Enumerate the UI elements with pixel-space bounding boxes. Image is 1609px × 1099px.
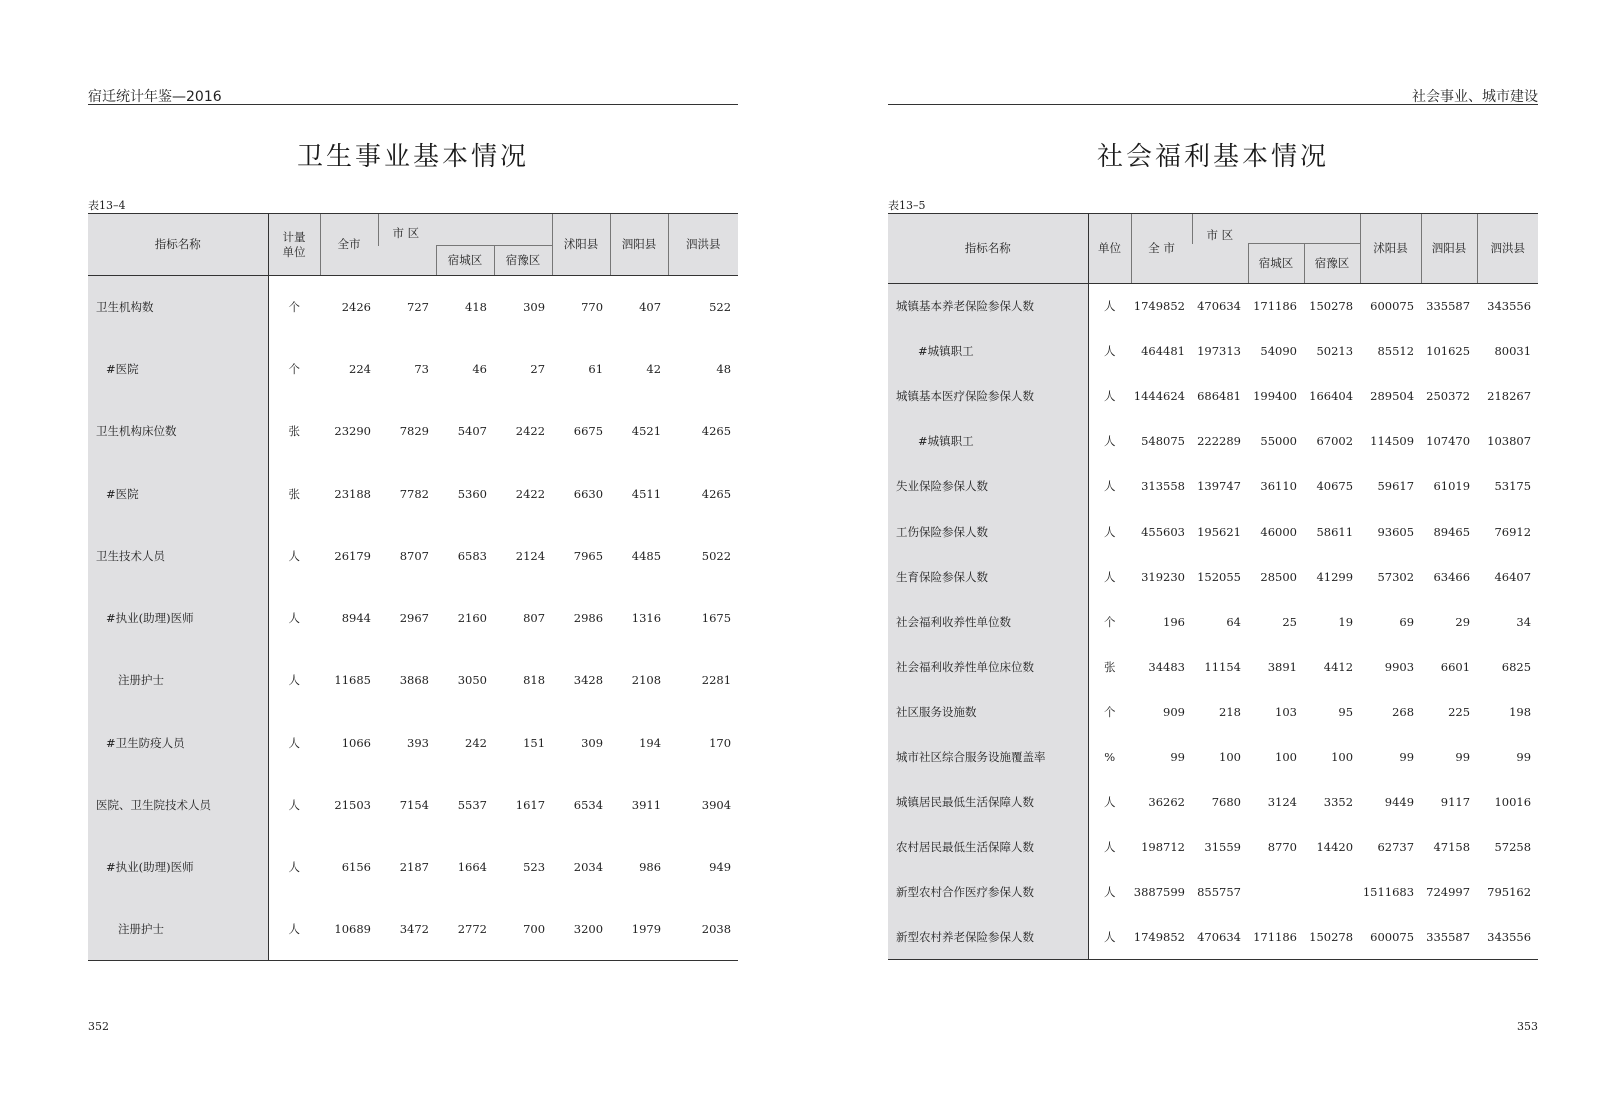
table-cell: 2772 <box>436 898 494 960</box>
table-cell: 100 <box>1331 749 1354 764</box>
table-cell: 4511 <box>631 486 662 501</box>
table-cell: 198712 <box>1141 840 1185 855</box>
table-cell: 218 <box>1219 704 1241 719</box>
header-city-district: 市 区 <box>378 214 552 246</box>
table-row <box>888 374 1538 419</box>
table-cell: 242 <box>465 735 487 750</box>
table-cell: 6156 <box>341 860 371 875</box>
table-cell: 99 <box>1170 749 1185 764</box>
table-cell: 600075 <box>1360 915 1421 960</box>
row-unit: 人 <box>1104 840 1116 855</box>
table-cell: 80031 <box>1494 344 1532 359</box>
table-cell: 548075 <box>1141 434 1185 449</box>
table-cell: 73 <box>414 361 429 376</box>
table-cell: 14420 <box>1316 840 1354 855</box>
table-cell: 949 <box>709 860 732 875</box>
table-cell: 61 <box>588 361 604 376</box>
row-unit: 人 <box>288 673 300 688</box>
table-cell: 470634 <box>1197 299 1241 314</box>
row-unit: 人 <box>1104 524 1116 539</box>
row-unit: % <box>1104 749 1116 764</box>
row-unit: 张 <box>288 424 300 439</box>
table-cell: 6630 <box>573 486 604 501</box>
table-cell: 6534 <box>573 798 604 813</box>
table-cell: 114509 <box>1370 434 1415 449</box>
row-unit: 个 <box>1104 614 1116 629</box>
table-cell: 151 <box>523 735 546 750</box>
row-unit: 人 <box>288 798 300 813</box>
table-cell: 199400 <box>1253 389 1297 404</box>
table-cell: 27 <box>530 361 546 376</box>
table-row <box>888 915 1538 960</box>
table-cell: 100 <box>1275 749 1297 764</box>
page-title: 社会福利基本情况 <box>1096 142 1329 172</box>
table-row <box>888 689 1538 734</box>
row-label: 城镇基本医疗保险参保人数 <box>888 374 1088 419</box>
table-row <box>88 276 738 338</box>
table-cell: 170 <box>709 735 732 750</box>
table-cell: 2422 <box>515 424 546 439</box>
table-cell: 5022 <box>701 548 732 563</box>
table-cell: 11154 <box>1204 659 1241 674</box>
table-cell: 57258 <box>1494 840 1532 855</box>
table-row <box>88 338 738 400</box>
header-county-3: 泗洪县 <box>668 214 738 276</box>
row-label: 注册护士 <box>88 898 268 960</box>
header-sub-district-2: 宿豫区 <box>1304 244 1360 284</box>
table-cell: 218267 <box>1487 389 1532 404</box>
table-cell: 7680 <box>1211 795 1241 810</box>
table-cell: 139747 <box>1197 479 1241 494</box>
table-cell: 335587 <box>1421 915 1477 960</box>
row-unit: 人 <box>1104 389 1116 404</box>
table-cell: 3911 <box>631 798 662 813</box>
table-cell: 103807 <box>1487 434 1532 449</box>
table-cell: 6675 <box>573 424 604 439</box>
table-cell: 5360 <box>457 486 487 501</box>
table-row <box>888 644 1538 689</box>
table-cell: 6601 <box>1440 659 1471 674</box>
table-cell: 34483 <box>1148 659 1185 674</box>
header-unit <box>268 214 320 276</box>
table-cell: 600075 <box>1370 299 1415 314</box>
table-cell: 152055 <box>1197 569 1241 584</box>
header-spacer <box>378 246 436 276</box>
table-cell: 194 <box>639 735 662 750</box>
table-cell: 309 <box>581 735 604 750</box>
table-cell: 54090 <box>1260 344 1297 359</box>
table-cell: 2426 <box>341 299 371 314</box>
row-unit: 人 <box>1104 434 1116 449</box>
table-cell: 9903 <box>1384 659 1415 674</box>
table-cell: 46407 <box>1494 569 1532 584</box>
table-cell: 909 <box>1163 704 1185 719</box>
table-cell: 309 <box>523 299 546 314</box>
table-row <box>88 898 738 960</box>
table-cell: 1675 <box>701 611 732 626</box>
table-cell: 407 <box>639 299 662 314</box>
table-cell: 393 <box>407 735 429 750</box>
table-cell: 3904 <box>701 798 732 813</box>
table-cell: 855757 <box>1197 885 1241 900</box>
table-cell: 4265 <box>701 424 732 439</box>
table-cell: 11685 <box>334 673 371 688</box>
row-unit: 人 <box>1088 915 1131 960</box>
table-row <box>888 734 1538 779</box>
row-label: #城镇职工 <box>888 329 1088 374</box>
row-label: #卫生防疫人员 <box>88 712 268 774</box>
table-cell: 64 <box>1226 614 1241 629</box>
page-number: 352 <box>88 1020 109 1033</box>
table-cell: 1749852 <box>1131 915 1192 960</box>
table-label: 表13–4 <box>88 199 126 212</box>
table-cell: 1511683 <box>1362 885 1415 900</box>
table-cell: 250372 <box>1426 389 1471 404</box>
table-cell: 224 <box>349 361 371 376</box>
table-cell: 3124 <box>1267 795 1297 810</box>
table-cell: 95 <box>1338 704 1354 719</box>
header-name: 指标名称 <box>88 214 268 276</box>
table-cell <box>1304 870 1360 915</box>
header-rule <box>88 104 738 105</box>
table-cell: 62737 <box>1377 840 1415 855</box>
table-cell: 100 <box>1219 749 1241 764</box>
table-cell: 2038 <box>668 898 738 960</box>
table-cell: 1749852 <box>1133 299 1185 314</box>
table-cell: 59617 <box>1377 479 1415 494</box>
row-unit: 人 <box>1104 795 1116 810</box>
table-cell: 335587 <box>1426 299 1471 314</box>
header-unit-text: 计量单位 <box>282 229 306 259</box>
row-label: 卫生技术人员 <box>88 525 268 587</box>
header-county-3: 泗洪县 <box>1477 214 1538 284</box>
table-cell: 198 <box>1509 704 1532 719</box>
table-cell: 1664 <box>457 860 487 875</box>
table-cell: 7829 <box>399 424 429 439</box>
row-label: 新型农村合作医疗参保人数 <box>888 870 1088 915</box>
table-cell: 455603 <box>1141 524 1185 539</box>
table-cell: 6583 <box>457 548 487 563</box>
table-cell: 807 <box>523 611 546 626</box>
running-head-text: 社会事业、城市建设 <box>1412 89 1538 105</box>
row-unit: 个 <box>288 299 300 314</box>
row-label: 社区服务设施数 <box>888 689 1088 734</box>
table-cell: 40675 <box>1316 479 1354 494</box>
row-unit: 人 <box>1104 344 1116 359</box>
table-cell: 289504 <box>1370 389 1415 404</box>
table-cell: 99 <box>1399 749 1415 764</box>
table-cell: 19 <box>1338 614 1354 629</box>
table-cell: 770 <box>581 299 604 314</box>
table-row <box>888 825 1538 870</box>
table-cell: 4265 <box>701 486 732 501</box>
table-cell: 464481 <box>1141 344 1185 359</box>
table-cell: 418 <box>465 299 487 314</box>
table-row <box>888 780 1538 825</box>
table-cell: 3428 <box>573 673 604 688</box>
row-label: #执业(助理)医师 <box>88 587 268 649</box>
table-cell <box>1248 870 1304 915</box>
table-cell: 5537 <box>457 798 487 813</box>
row-label: 生育保险参保人数 <box>888 554 1088 599</box>
table-cell: 197313 <box>1197 344 1241 359</box>
table-row <box>88 712 738 774</box>
table-cell: 171186 <box>1253 299 1297 314</box>
table-row <box>888 509 1538 554</box>
table-cell: 46000 <box>1260 524 1297 539</box>
table-cell: 4412 <box>1323 659 1354 674</box>
table-cell: 89465 <box>1433 524 1471 539</box>
row-unit: 人 <box>288 860 300 875</box>
row-label: 新型农村养老保险参保人数 <box>888 915 1088 960</box>
table-cell: 4485 <box>631 548 662 563</box>
table-row <box>888 419 1538 464</box>
row-unit: 人 <box>1104 569 1116 584</box>
table-cell: 343556 <box>1487 299 1532 314</box>
table-cell: 48 <box>716 361 732 376</box>
table-cell: 727 <box>407 299 429 314</box>
running-head-text: 宿迁统计年鉴—2016 <box>88 89 222 105</box>
row-label: #医院 <box>88 338 268 400</box>
table-cell: 1617 <box>515 798 546 813</box>
header-sub-district-1: 宿城区 <box>436 246 494 276</box>
table-cell: 31559 <box>1204 840 1241 855</box>
table-cell: 93605 <box>1377 524 1415 539</box>
row-unit: 人 <box>288 548 300 563</box>
table-cell: 41299 <box>1316 569 1354 584</box>
table-cell: 4521 <box>631 424 662 439</box>
row-unit: 人 <box>268 898 320 960</box>
table-cell: 2034 <box>573 860 604 875</box>
row-unit: 人 <box>1104 479 1116 494</box>
row-unit: 人 <box>288 611 300 626</box>
row-unit: 张 <box>288 486 300 501</box>
table-cell: 47158 <box>1433 840 1471 855</box>
header-all-city: 全市 <box>320 214 378 276</box>
table-cell: 69 <box>1399 614 1415 629</box>
header-rule <box>888 104 1538 105</box>
header-sub-district-1: 宿城区 <box>1248 244 1304 284</box>
health-table <box>88 213 738 961</box>
row-label: 社会福利收养性单位数 <box>888 599 1088 644</box>
header-sub-district-2: 宿豫区 <box>494 246 552 276</box>
table-cell: 3887599 <box>1133 885 1185 900</box>
table-cell: 3868 <box>399 673 429 688</box>
table-cell: 76912 <box>1494 524 1532 539</box>
header-name: 指标名称 <box>888 214 1088 284</box>
header-county-2: 泗阳县 <box>1421 214 1477 284</box>
table-cell: 3352 <box>1323 795 1354 810</box>
table-cell: 2281 <box>701 673 732 688</box>
running-header <box>88 84 738 104</box>
table-cell: 470634 <box>1192 915 1248 960</box>
table-row <box>888 329 1538 374</box>
table-cell: 150278 <box>1304 915 1360 960</box>
table-cell: 225 <box>1448 704 1471 719</box>
row-label: 卫生机构数 <box>88 276 268 338</box>
header-unit: 单位 <box>1088 214 1131 284</box>
table-cell: 3891 <box>1267 659 1297 674</box>
table-cell: 3472 <box>378 898 436 960</box>
table-cell: 818 <box>523 673 546 688</box>
table-cell: 2160 <box>457 611 487 626</box>
table-cell: 99 <box>1516 749 1532 764</box>
table-cell: 1066 <box>341 735 371 750</box>
right-page <box>888 0 1538 1099</box>
table-cell: 986 <box>639 860 662 875</box>
table-cell: 268 <box>1392 704 1415 719</box>
page-number: 353 <box>1517 1020 1538 1033</box>
table-cell: 103 <box>1275 704 1297 719</box>
table-cell: 2108 <box>631 673 662 688</box>
header-spacer <box>1192 244 1248 284</box>
table-row <box>88 587 738 649</box>
table-row <box>88 525 738 587</box>
table-cell: 700 <box>494 898 552 960</box>
table-cell: 5407 <box>457 424 487 439</box>
running-header <box>888 84 1538 104</box>
table-cell: 8944 <box>341 611 371 626</box>
table-cell: 3200 <box>552 898 610 960</box>
table-cell: 61019 <box>1433 479 1471 494</box>
table-cell: 2187 <box>399 860 429 875</box>
row-label: 失业保险参保人数 <box>888 464 1088 509</box>
table-cell: 21503 <box>334 798 371 813</box>
row-unit: 张 <box>1104 659 1116 674</box>
table-cell: 522 <box>709 299 732 314</box>
table-row <box>88 649 738 711</box>
table-cell: 26179 <box>334 548 371 563</box>
table-cell: 57302 <box>1377 569 1415 584</box>
table-row <box>888 554 1538 599</box>
table-row <box>88 400 738 462</box>
table-cell: 34 <box>1516 614 1532 629</box>
row-unit: 人 <box>288 735 300 750</box>
header-city-district: 市 区 <box>1192 214 1360 244</box>
row-label: 社会福利收养性单位床位数 <box>888 644 1088 689</box>
table-cell: 50213 <box>1316 344 1354 359</box>
table-cell: 7154 <box>399 798 429 813</box>
row-label: #城镇职工 <box>888 419 1088 464</box>
table-row <box>888 284 1538 329</box>
table-cell: 7782 <box>399 486 429 501</box>
table-cell: 55000 <box>1260 434 1297 449</box>
page-title: 卫生事业基本情况 <box>296 142 529 172</box>
table-cell: 222289 <box>1197 434 1241 449</box>
row-label: 卫生机构床位数 <box>88 400 268 462</box>
table-cell: 107470 <box>1426 434 1471 449</box>
table-cell: 686481 <box>1197 389 1241 404</box>
row-unit: 个 <box>288 361 300 376</box>
table-cell: 28500 <box>1260 569 1297 584</box>
table-cell: 9117 <box>1440 795 1471 810</box>
table-cell: 3050 <box>457 673 487 688</box>
table-cell: 23290 <box>334 424 371 439</box>
table-label: 表13–5 <box>888 199 926 212</box>
header-county-2: 泗阳县 <box>610 214 668 276</box>
table-cell: 2986 <box>573 611 604 626</box>
table-cell: 10016 <box>1494 795 1532 810</box>
table-cell: 8770 <box>1267 840 1297 855</box>
table-cell: 8707 <box>399 548 429 563</box>
row-label: 农村居民最低生活保障人数 <box>888 825 1088 870</box>
table-cell: 10689 <box>320 898 378 960</box>
table-cell: 29 <box>1455 614 1471 629</box>
table-cell: 313558 <box>1141 479 1185 494</box>
table-cell: 99 <box>1455 749 1471 764</box>
table-cell: 795162 <box>1487 885 1532 900</box>
table-cell: 9449 <box>1384 795 1415 810</box>
table-cell: 85512 <box>1377 344 1415 359</box>
table-cell: 2967 <box>399 611 429 626</box>
table-cell: 7965 <box>573 548 604 563</box>
table-cell: 58611 <box>1316 524 1354 539</box>
table-cell: 1444624 <box>1133 389 1185 404</box>
table-cell: 171186 <box>1248 915 1304 960</box>
row-label: 城镇居民最低生活保障人数 <box>888 780 1088 825</box>
table-cell: 25 <box>1282 614 1297 629</box>
table-cell: 195621 <box>1197 524 1241 539</box>
table-cell: 23188 <box>334 486 371 501</box>
row-label: 注册护士 <box>88 649 268 711</box>
header-county-1: 沭阳县 <box>1360 214 1421 284</box>
table-cell: 1316 <box>631 611 662 626</box>
table-cell: 46 <box>472 361 487 376</box>
table-cell: 36262 <box>1148 795 1185 810</box>
row-label: #执业(助理)医师 <box>88 836 268 898</box>
table-cell: 150278 <box>1309 299 1354 314</box>
row-unit: 个 <box>1104 704 1116 719</box>
table-row <box>88 836 738 898</box>
table-cell: 53175 <box>1494 479 1532 494</box>
header-all-city: 全 市 <box>1131 214 1192 284</box>
row-label: 城市社区综合服务设施覆盖率 <box>888 734 1088 779</box>
table-row <box>88 462 738 524</box>
table-cell: 343556 <box>1477 915 1538 960</box>
header-county-1: 沭阳县 <box>552 214 610 276</box>
row-unit: 人 <box>1104 885 1116 900</box>
table-row <box>88 774 738 836</box>
table-cell: 36110 <box>1260 479 1297 494</box>
row-label: 城镇基本养老保险参保人数 <box>888 284 1088 329</box>
table-row <box>888 870 1538 915</box>
table-cell: 166404 <box>1309 389 1354 404</box>
table-cell: 2124 <box>515 548 546 563</box>
table-cell: 523 <box>523 860 546 875</box>
table-row <box>888 599 1538 644</box>
left-page <box>88 0 738 1099</box>
row-label: #医院 <box>88 462 268 524</box>
row-unit: 人 <box>1104 299 1116 314</box>
row-label: 工伤保险参保人数 <box>888 509 1088 554</box>
table-cell: 319230 <box>1141 569 1185 584</box>
table-cell: 63466 <box>1433 569 1471 584</box>
welfare-table <box>888 213 1538 960</box>
table-cell: 724997 <box>1426 885 1471 900</box>
table-cell: 196 <box>1163 614 1185 629</box>
table-cell: 2422 <box>515 486 546 501</box>
table-cell: 67002 <box>1316 434 1354 449</box>
table-row <box>888 464 1538 509</box>
table-cell: 1979 <box>610 898 668 960</box>
row-label: 医院、卫生院技术人员 <box>88 774 268 836</box>
table-cell: 6825 <box>1501 659 1532 674</box>
table-cell: 101625 <box>1426 344 1471 359</box>
table-cell: 42 <box>646 361 662 376</box>
